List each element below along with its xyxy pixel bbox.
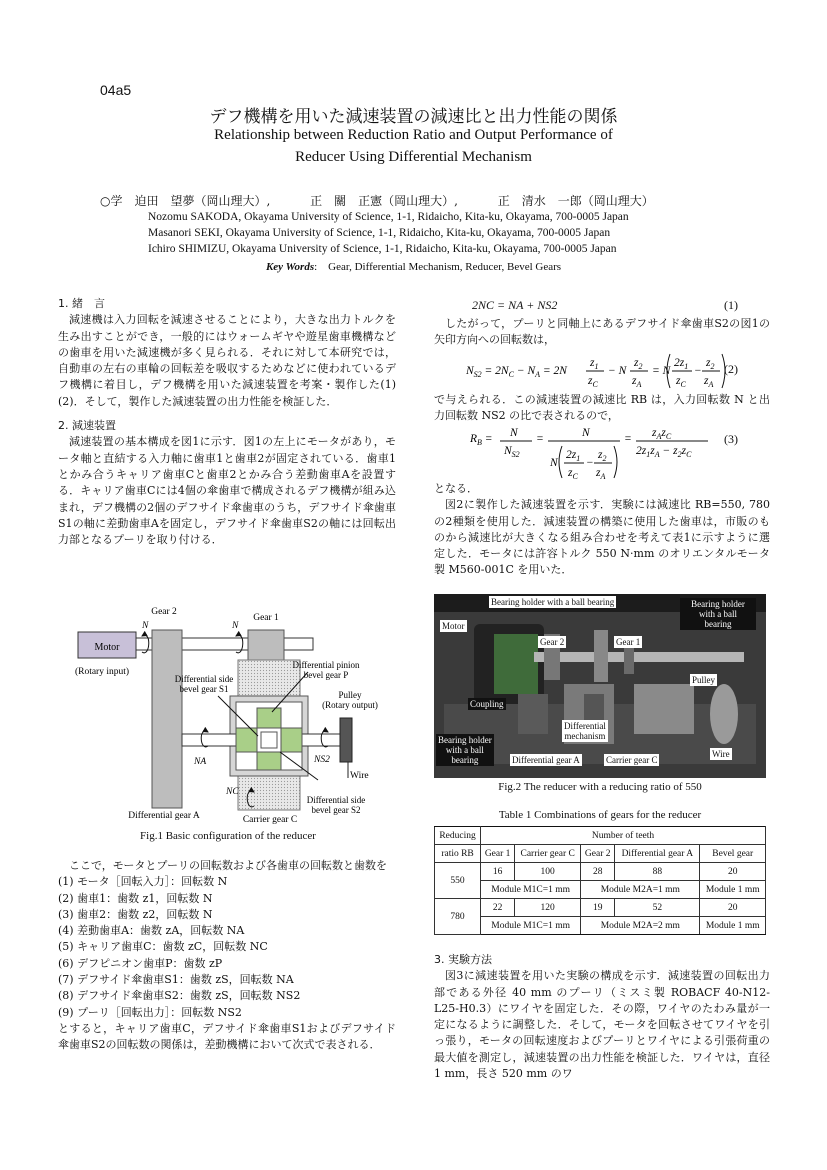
author-3: 正 清水 一郎（岡山理大） — [497, 194, 654, 208]
equation-3 — [470, 424, 710, 482]
list-item: (9) プーリ［回転出力］：回転数 NS2 — [58, 1005, 242, 1019]
fig1-label-rotary-input: (Rotary input) — [74, 667, 130, 677]
section-2-text-2: ここで，モータとプーリの回転数および各歯車の回転数と歯数を — [69, 859, 388, 872]
table-cell-ratio: 550 — [435, 863, 481, 899]
table-cell: Module M1C=1 mm — [481, 881, 581, 899]
equation-3-number: (3) — [724, 432, 738, 446]
table-col-header: Bevel gear — [700, 845, 766, 863]
list-item: (8) デフサイド傘歯車S2：歯数 zS，回転数 NS2 — [58, 989, 301, 1003]
section-1-heading: 1. 緒 言 — [58, 297, 105, 310]
paper-code: 04a5 — [100, 82, 132, 98]
svg-text:z2: $z_2$ — [706, 357, 715, 371]
svg-text:zC: $z_C$ — [676, 375, 686, 389]
right-paragraph-3: となる． — [434, 482, 478, 495]
fig1-label-ns2: NS2 — [314, 755, 330, 765]
svg-text:zA: $z_A$ — [632, 375, 642, 389]
list-item: (5) キャリア歯車C：歯数 zC，回転数 NC — [58, 940, 268, 954]
svg-text:RB =: $R_B$ = — [470, 433, 493, 447]
fig2-label-diff-mechanism: Differential mechanism — [564, 721, 606, 741]
equation-1-number: (1) — [724, 298, 738, 312]
table-1 — [434, 826, 766, 935]
fig2-label-wire: Wire — [712, 749, 730, 759]
fig2-label-bearing-left: Bearing holder with a ball bearing — [438, 735, 492, 765]
keywords-list: : Gear, Differential Mechanism, Reducer, Bevel Gears — [314, 261, 562, 273]
svg-text:NS2: $N_{S2}$ — [504, 445, 520, 459]
list-item: (6) デフピニオン歯車P：歯数 zP — [58, 956, 223, 970]
fig2-label-bearing-top: Bearing holder with a ball bearing — [491, 597, 615, 607]
figure-1-diagram — [58, 600, 398, 835]
right-text-1 — [434, 316, 770, 349]
table-cell: 22 — [481, 899, 515, 917]
table-cell: Module 1 mm — [700, 881, 766, 899]
title-english-line2: Reducer Using Differential Mechanism — [295, 149, 532, 165]
section-3 — [434, 952, 770, 1082]
table-cell: Module M2A=2 mm — [581, 917, 700, 935]
affiliation-2: Masanori SEKI, Okayama University of Science, 1-1, Ridaicho, Kita-ku, Okayama, 700-0005 Japan — [148, 227, 611, 239]
table-col-header: Differential gear A — [615, 845, 700, 863]
table-1-caption: Table 1 Combinations of gears for the reducer — [498, 809, 702, 821]
table-cell: Module 1 mm — [700, 917, 766, 935]
right-paragraph-2: で与えられる．この減速装置の減速比 RB は，入力回転数 N と出力回転数 NS2 の比で表されるので， — [434, 393, 770, 423]
svg-text:−: − — [586, 457, 594, 469]
list-item: (2) 歯車1：歯数 z1，回転数 N — [58, 891, 213, 905]
fig1-label-motor: Motor — [94, 642, 120, 653]
section-3-heading: 3. 実験方法 — [434, 953, 492, 966]
section-2-text-3: とすると，キャリア歯車C，デフサイド傘歯車S1およびデフサイド傘歯車S2の回転数の関係は，差動機構において次式で表される． — [58, 1021, 396, 1052]
table-cell: Module M1C=1 mm — [481, 917, 581, 935]
table-row — [435, 899, 766, 917]
table-row — [435, 917, 766, 935]
fig2-label-carrier-gear-c: Carrier gear C — [606, 755, 658, 765]
section-2-heading: 2. 減速装置 — [58, 419, 116, 433]
pulley-shape — [340, 718, 352, 762]
svg-text:zC: $z_C$ — [568, 467, 578, 481]
fig1-label-gear-2: Gear 2 — [151, 607, 177, 617]
table-col-header: Gear 1 — [481, 845, 515, 863]
fig1-label-nc: NC — [226, 787, 239, 797]
section-2-text: 減速装置の基本構成を図1に示す．図1の左上にモータがあり，モータ軸と直結する入力軸に歯車1と歯車2が固定されている．歯車1とかみ合うキャリア歯車Cと歯車2とかみ合う差動歯車Aを設置する．キャリア歯車Cには4個の傘歯車で構成されるデフ機構が組み込まれ，デフ機構の2個のデフサイド傘歯車のうち，デフサイド傘歯車S1の軸に差動歯車Aを固定し，デフサイド傘歯車S2の軸には回転出力部となるプーリを取り付ける． — [58, 435, 396, 547]
fig1-label-diff-gear-a: Differential gear A — [128, 811, 200, 821]
svg-text:z2: $z_2$ — [598, 449, 607, 463]
variable-list — [58, 874, 396, 1021]
fig2-label-diff-gear-a: Differential gear A — [512, 755, 580, 765]
fig1-label-diff-pinion: Differential pinion bevel gear P — [292, 660, 360, 680]
fig1-label-na: NA — [194, 757, 207, 767]
table-cell: 88 — [615, 863, 700, 881]
right-text-3 — [434, 481, 770, 579]
right-paragraph-1: したがって，プーリと同軸上にあるデフサイド傘歯車S2の図1の矢印方向への回転数は， — [434, 317, 770, 347]
svg-text:N: N — [510, 427, 518, 439]
affiliation-1: Nozomu SAKODA, Okayama University of Science, 1-1, Ridaicho, Kita-ku, Okayama, 700-0005 Japan — [148, 211, 629, 223]
table-row — [435, 881, 766, 899]
svg-text:2z1zA − z2zC: $2z_1z_A - z_2z_C$ — [636, 445, 692, 459]
svg-text:zA: $z_A$ — [596, 467, 606, 481]
title-english-line1: Relationship between Reduction Ratio and Output Performance of — [214, 127, 613, 143]
figure-2-photo — [434, 594, 766, 778]
fig2-label-gear-1: Gear 1 — [616, 637, 641, 647]
keywords-label: Key Words — [265, 261, 315, 273]
left-column-bottom — [58, 858, 396, 1054]
section-1-text: 減速機は入力回転を減速させることにより，大きな出力トルクを生み出すことができ，一般的にはウォームギヤや遊星歯車機構などの歯車を用いた減速機が多く見られる．それに対して本研究では，自動車の左右の車輪の回転差を吸収するためなどに使われているデフ機構に着目し，デフ機構を用いた減速装置を考案・製作した(1)(2)．そして，製作した減速装置の出力性能を検証した． — [58, 313, 396, 408]
list-item: (4) 差動歯車A：歯数 zA，回転数 NA — [58, 924, 245, 938]
table-col-header: Gear 2 — [581, 845, 615, 863]
svg-text:2z1: $2z_1$ — [566, 449, 581, 463]
right-text-2 — [434, 392, 770, 425]
svg-text:−: − — [694, 365, 702, 377]
fig1-label-wire: Wire — [350, 771, 369, 781]
table-cell: 28 — [581, 863, 615, 881]
list-item: (3) 歯車2：歯数 z2，回転数 N — [58, 907, 213, 921]
svg-text:=: = — [536, 433, 544, 445]
title-japanese: デフ機構を用いた減速装置の減速比と出力性能の関係 — [209, 107, 618, 127]
equation-2-number: (2) — [724, 362, 738, 376]
table-head-reducing: Reducing — [435, 827, 481, 845]
right-paragraph-4: 図2に製作した減速装置を示す．実験には減速比 RB=550, 780 の2種類を使用した．減速装置の構築に使用した歯車は，市販のものから減速比が大きくなる組み合わせを考えて表1に示すように選定した．モータには許容トルク 550 N·mm のオリエンタルモータ製 M560-001C を用いた． — [434, 498, 770, 577]
table-cell: Module M2A=1 mm — [581, 881, 700, 899]
table-cell: 100 — [515, 863, 581, 881]
fig1-label-n-1: N — [142, 621, 149, 631]
table-cell: 16 — [481, 863, 515, 881]
svg-text:= N: = N — [652, 365, 671, 377]
fig2-label-pulley: Pulley — [692, 675, 716, 685]
svg-text:zA: $z_A$ — [704, 375, 714, 389]
svg-text:NS2 = 2NC − NA = 2N: $N_{S2} = 2N_C - N_A = 2N$ — [466, 365, 567, 379]
svg-text:N: N — [550, 457, 558, 469]
figure-2-caption: Fig.2 The reducer with a reducing ratio of 550 — [498, 781, 702, 793]
fig1-label-carrier-gear-c: Carrier gear C — [242, 815, 298, 825]
fig2-label-coupling: Coupling — [470, 699, 504, 709]
fig1-label-diff-side-s2: Differential side bevel gear S2 — [306, 795, 366, 815]
svg-text:z2: $z_2$ — [634, 357, 643, 371]
table-col-header: Carrier gear C — [515, 845, 581, 863]
svg-text:zAzC: $z_Az_C$ — [652, 427, 672, 441]
fig1-label-n-2: N — [232, 621, 239, 631]
equation-2 — [466, 350, 726, 392]
author-2: 正 關 正憲（岡山理大）, — [310, 194, 458, 208]
list-item: (1) モータ［回転入力］：回転数 N — [58, 875, 228, 889]
table-row — [435, 863, 766, 881]
table-head-teeth: Number of teeth — [481, 827, 766, 845]
svg-text:=: = — [624, 433, 632, 445]
svg-text:− N: − N — [608, 365, 627, 377]
equation-1: 2NC = NA + NS2 — [472, 298, 558, 312]
affiliation-3: Ichiro SHIMIZU, Okayama University of Science, 1-1, Ridaicho, Kita-ku, Okayama, 700-0005 Japan — [148, 243, 617, 255]
fig1-label-diff-side-s1: Differential side bevel gear S1 — [174, 674, 234, 694]
svg-text:zC: $z_C$ — [588, 375, 598, 389]
table-cell: 52 — [615, 899, 700, 917]
svg-text:N: N — [582, 427, 590, 439]
section-3-text: 図3に減速装置を用いた実験の構成を示す．減速装置の回転出力部である外径 40 mm のプーリ（ミスミ製 ROBACF 40-N12-L25-H0.3）にワイヤを固定した．その際，ワイヤのたわみ量が一定になるように調整した．そして，モータを回転させてワイヤを引っ張り，モータの回転速度およびプーリとワイヤによる引張荷重の最大値を測定し，減速装置の出力性能を検証した．ワイヤは，直径 1 mm，長さ 520 mm のワ — [434, 969, 770, 1081]
keywords — [0, 258, 827, 274]
fig1-label-pulley: Pulley (Rotary output) — [322, 690, 378, 710]
fig2-label-motor: Motor — [442, 621, 465, 631]
table-cell: 19 — [581, 899, 615, 917]
table-cell-ratio: 780 — [435, 899, 481, 935]
figure-1-caption: Fig.1 Basic configuration of the reducer — [140, 830, 316, 842]
gear-2-shape — [152, 630, 182, 808]
list-item: (7) デフサイド傘歯車S1：歯数 zS，回転数 NA — [58, 973, 294, 987]
table-cell: 20 — [700, 863, 766, 881]
fig2-label-bearing-right: Bearing holder with a ball bearing — [680, 598, 756, 630]
table-cell: 120 — [515, 899, 581, 917]
table-head-ratio: ratio RB — [435, 845, 481, 863]
svg-text:z1: $z_1$ — [590, 357, 599, 371]
svg-text:2z1: $2z_1$ — [674, 357, 689, 371]
left-column-top — [58, 296, 396, 548]
fig1-label-gear-1: Gear 1 — [253, 613, 279, 623]
authors-japanese — [100, 192, 690, 209]
table-cell: 20 — [700, 899, 766, 917]
fig2-label-gear-2: Gear 2 — [540, 637, 565, 647]
author-1: ○学 迫田 望夢（岡山理大）, — [100, 194, 271, 208]
